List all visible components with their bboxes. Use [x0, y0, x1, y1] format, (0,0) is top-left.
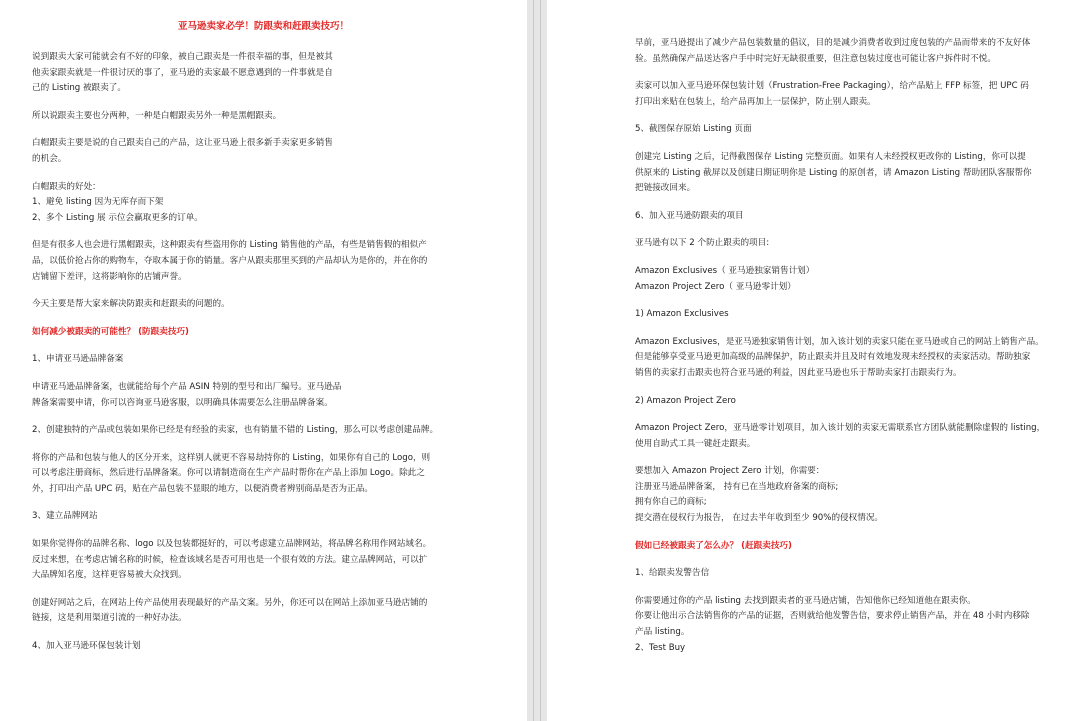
paragraph-screenshot: 创建完 Listing 之后，记得截图保存 Listing 完整页面。如果有人未经授权更改你的 Listing，你可以提 供原来的 Listing 截屏以及创建日期证明你是 Listing 的原创者，请 Amazon Listing 帮助团队客服帮你 把链接改回来。: [635, 151, 1032, 194]
section-brand-website: 3、建立品牌网站: [32, 511, 98, 522]
section-ffp: 4、加入亚马逊环保包装计划: [32, 641, 141, 652]
paragraph-ffp: 卖家可以加入亚马逊环保包装计划（Frustration-Free Packaging），给产品贴上 FFP 标签，把 UPC 码 打印出来贴在包装上，给产品再加上一层保护，防止别人跟卖。: [635, 81, 1029, 107]
paragraph-website-content: 创建好网站之后，在网站上传产品使用表现最好的产品文案。另外，你还可以在网站上添加亚马逊店铺的 链接，这是利用渠道引流的一种好办法。: [32, 597, 428, 624]
paragraph-white-hat: 白帽跟卖主要是说的自己跟卖自己的产品，这让亚马逊上很多新手卖家更多销售 的机会。: [32, 138, 333, 164]
paragraph-brand-registry: 申请亚马逊品牌备案，也就能给每个产品 ASIN 特别的型号和出厂编号。亚马逊品 牌备案需要申请，你可以咨询亚马逊客服，以明确具体需要怎么注册品牌备案。: [32, 381, 342, 408]
paragraph-types: 所以说跟卖主要也分两种，一种是白帽跟卖另外一种是黑帽跟卖。: [32, 110, 282, 121]
section-programs: 6、加入亚马逊防跟卖的项目: [635, 210, 744, 221]
paragraph-brand-website: 如果你觉得你的品牌名称、logo 以及包装都挺好的，可以考虑建立品牌网站，将品牌名称用作网站域名。 反过来想，在考虑店铺名称的时候，检查该域名是否可用也是一个很有效的方法。建立品牌网站，可以扩 大品牌知名度，这样更容易被大众找到。: [32, 539, 432, 581]
section-brand-registry: 1、申请亚马逊品牌备案: [32, 354, 124, 365]
heading-prevent: 如何减少被跟卖的可能性？ (防跟卖技巧): [32, 326, 189, 337]
section-project-zero: 2) Amazon Project Zero: [635, 395, 736, 406]
page-gutter: [527, 0, 547, 721]
document-page-right: [547, 0, 1080, 721]
section-unique-product: 2、创建独特的产品或包装如果你已经是有经验的卖家，也有销量不错的 Listing，那么可以考虑创建品牌。: [32, 425, 439, 436]
section-warning-letter: 1、给跟卖发警告信: [635, 568, 710, 579]
heading-counter: 假如已经被跟卖了怎么办？ (赶跟卖技巧): [635, 540, 792, 551]
paragraph-exclusives: Amazon Exclusives，是亚马逊独家销售计划，加入该计划的卖家只能在亚马逊或自己的网站上销售产品。 但是能够享受亚马逊更加高级的品牌保护，防止跟卖并且及时有效地发现未经授权的卖家活动。帮助独家 销售的卖家打击跟卖也符合亚马逊的利益，因此亚马逊也乐于帮助卖家打击跟卖行为。: [635, 336, 1044, 378]
section-exclusives: 1) Amazon Exclusives: [635, 309, 729, 320]
paragraph-unique-product: 将你的产品和包装与他人的区分开来，这样别人就更不容易劫持你的 Listing，如果你有自己的 Logo，则 可以考虑注册商标，然后进行品牌备案。你可以请制造商在生产产品时帮你在产品上添加 Logo。除此之 外，打印出产品 UPC 码，贴在产品包装不显眼的地方，以便消费者辨别商品是否为正品。: [32, 452, 431, 494]
paragraph-black-hat: 但是有很多人也会进行黑帽跟卖，这种跟卖有些盗用你的 Listing 销售他的产品，有些是销售假的相似产 品，以低价抢占你的购物车，夺取本属于你的销量。客户从跟卖那里买到的产品却认为是你的，并在你的 店铺留下差评，这将影响你的店铺声誉。: [32, 240, 428, 282]
paragraph-intro: 说到跟卖大家可能就会有不好的印象，被自己跟卖是一件很幸福的事，但是被其 他卖家跟卖就是一件很讨厌的事了，亚马逊的卖家最不愿意遇到的一件事就是自 己的 Listing 被跟卖了。: [32, 52, 333, 94]
paragraph-topic: 今天主要是帮大家来解决防跟卖和赶跟卖的问题的。: [32, 299, 230, 310]
document-page-left: [0, 0, 527, 721]
paragraph-project-zero-requirements: 要想加入 Amazon Project Zero 计划，你需要： 注册亚马逊品牌备案， 持有已在当地政府备案的商标; 拥有你自己的商标; 提交潜在侵权行为报告， 在过去半年收到至少 90%的侵权情况。: [635, 466, 884, 524]
paragraph-benefits: 白帽跟卖的好处： 1、避免 listing 因为无库存而下架 2、多个 Listing 展 示位会赢取更多的订单。: [32, 181, 203, 223]
article-title: 亚马逊卖家必学！防跟卖和赶跟卖技巧！: [177, 21, 349, 32]
paragraph-programs-list: Amazon Exclusives（ 亚马逊独家销售计划） Amazon Project Zero（ 亚马逊零计划）: [635, 265, 815, 292]
paragraph-packaging: 早前，亚马逊提出了减少产品包装数量的倡议，目的是减少消费者收到过度包装的产品而带来的不友好体 验。虽然确保产品送达客户手中时完好无缺很重要，但注意包装过度也可能让客户拆件时不悦。: [635, 38, 1031, 64]
paragraph-programs-count: 亚马逊有以下 2 个防止跟卖的项目:: [635, 238, 770, 249]
section-screenshot: 5、截图保存原始 Listing 页面: [635, 124, 752, 135]
paragraph-warning-letter: 你需要通过你的产品 listing 去找到跟卖者的亚马逊店铺，告知他你已经知道他在跟卖你。 你要让他出示合法销售你的产品的证据，否则就给他发警告信，要求停止销售产品，并在 48 小时内移除 产品 listing。 2、Test Buy: [635, 595, 1030, 653]
paragraph-project-zero: Amazon Project Zero，亚马逊零计划项目，加入该计划的卖家无需联系官方团队就能删除虚假的 listing， 使用自助式工具一键赶走跟卖。: [635, 423, 1046, 449]
